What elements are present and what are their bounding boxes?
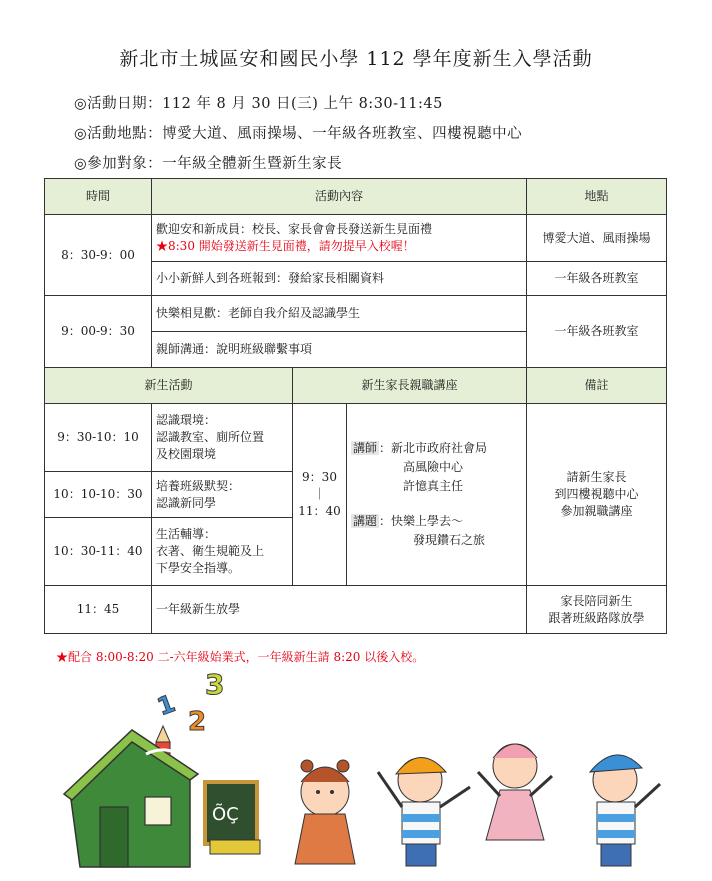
lecture-end: 11：40 — [298, 504, 341, 518]
chalkboard-icon — [205, 782, 260, 854]
student-activity-cell — [152, 404, 293, 472]
header-parent-lecture: 新生家長親職講座 — [293, 368, 527, 404]
number-1: 1 — [153, 689, 179, 722]
activity-cell: 快樂相見歡：老師自我介紹及認識學生 — [152, 296, 527, 332]
svg-text:ÕÇ: ÕÇ — [212, 804, 239, 825]
activity-warning: ★8:30 開始發送新生見面禮，請勿提早入校喔！ — [156, 239, 415, 253]
remark-line: 家長陪同新生 — [560, 593, 633, 608]
activity-location: ◎活動地點：博愛大道、風雨操場、一年級各班教室、四樓視聽中心 — [74, 126, 523, 142]
speaker-text: ：新北市政府社會局 — [379, 441, 488, 455]
activity-cell: 親師溝通：說明班級聯繫事項 — [152, 332, 527, 368]
remark-line: 跟著班級路隊放學 — [548, 610, 645, 625]
header-place: 地點 — [527, 179, 667, 215]
table-row — [45, 296, 667, 332]
table-row — [45, 586, 667, 634]
time-cell: 9：00-9：30 — [45, 296, 152, 368]
header-content: 活動內容 — [152, 179, 527, 215]
place-cell: 博愛大道、風雨操場 — [527, 215, 667, 262]
topic-text: ：快樂上學去～ — [379, 514, 464, 528]
table-row — [45, 404, 667, 472]
activity-cell — [152, 215, 527, 262]
number-2: 2 — [188, 707, 207, 737]
lecture-separator: ｜ — [313, 487, 326, 501]
activity-cell: 一年級新生放學 — [152, 586, 527, 634]
lecture-info-cell — [347, 404, 527, 586]
book-house-icon — [64, 730, 198, 867]
header-student-activity: 新生活動 — [45, 368, 293, 404]
time-cell: 9：30-10：10 — [45, 404, 152, 472]
schedule-table — [44, 178, 667, 634]
topic-text: 發現鑽石之旅 — [413, 533, 486, 547]
speaker-text: 許憶真主任 — [403, 479, 464, 493]
activity-line: 及校園環境 — [156, 447, 217, 461]
activity-line: 認識教室、廁所位置 — [156, 430, 265, 444]
remark-line: 參加親職講座 — [560, 504, 633, 518]
topic-line — [351, 512, 522, 531]
student-activity-cell — [152, 518, 293, 586]
header-time: 時間 — [45, 179, 152, 215]
place-cell: 一年級各班教室 — [527, 262, 667, 296]
topic-label: 講題 — [353, 514, 378, 528]
lecture-start: 9：30 — [302, 470, 337, 484]
remark-cell — [527, 404, 667, 586]
activity-line: 衣著、衛生規範及上 — [156, 544, 265, 558]
speaker-line — [351, 439, 522, 458]
girl-pink-icon — [478, 744, 552, 840]
page-title: 新北市土城區安和國民小學 112 學年度新生入學活動 — [119, 48, 593, 70]
table-row — [45, 215, 667, 262]
boy-blue-cap-icon — [590, 755, 660, 866]
header-remark: 備註 — [527, 368, 667, 404]
lecture-time-cell — [293, 404, 347, 586]
remark-line: 到四樓視聽中心 — [554, 487, 639, 501]
remark-cell — [527, 586, 667, 634]
place-cell: 一年級各班教室 — [527, 296, 667, 368]
activity-line: 培養班級默契： — [156, 478, 241, 493]
activity-text: 歡迎安和新成員：校長、家長會會長發送新生見面禮 — [156, 222, 433, 236]
activity-line: 下學安全指導。 — [156, 561, 241, 575]
student-activity-cell — [152, 472, 293, 518]
speaker-label: 講師 — [353, 441, 378, 455]
time-cell: 8：30-9：00 — [45, 215, 152, 296]
kids-illustration — [60, 662, 680, 877]
time-cell: 10：30-11：40 — [45, 518, 152, 586]
boy-with-cap-icon — [378, 757, 470, 866]
speaker-text: 高風險中心 — [403, 460, 464, 474]
time-cell: 10：10-10：30 — [45, 472, 152, 518]
activity-line: 認識環境： — [156, 413, 217, 427]
girl-icon — [295, 760, 355, 864]
activity-line: 生活輔導： — [156, 527, 217, 541]
activity-line: 認識新同學 — [156, 495, 217, 510]
activity-date: ◎活動日期：112 年 8 月 30 日(三) 上午 8:30-11:45 — [74, 96, 443, 112]
remark-line: 請新生家長 — [566, 470, 627, 484]
time-cell: 11：45 — [45, 586, 152, 634]
table-header-2 — [45, 368, 667, 404]
activity-cell: 小小新鮮人到各班報到：發給家長相關資料 — [152, 262, 527, 296]
participants: ◎參加對象：一年級全體新生暨新生家長 — [74, 156, 343, 172]
table-header — [45, 179, 667, 215]
footnote: ★配合 8:00-8:20 二-六年級始業式，一年級新生請 8:20 以後入校。 — [56, 650, 425, 664]
number-3: 3 — [205, 668, 225, 701]
